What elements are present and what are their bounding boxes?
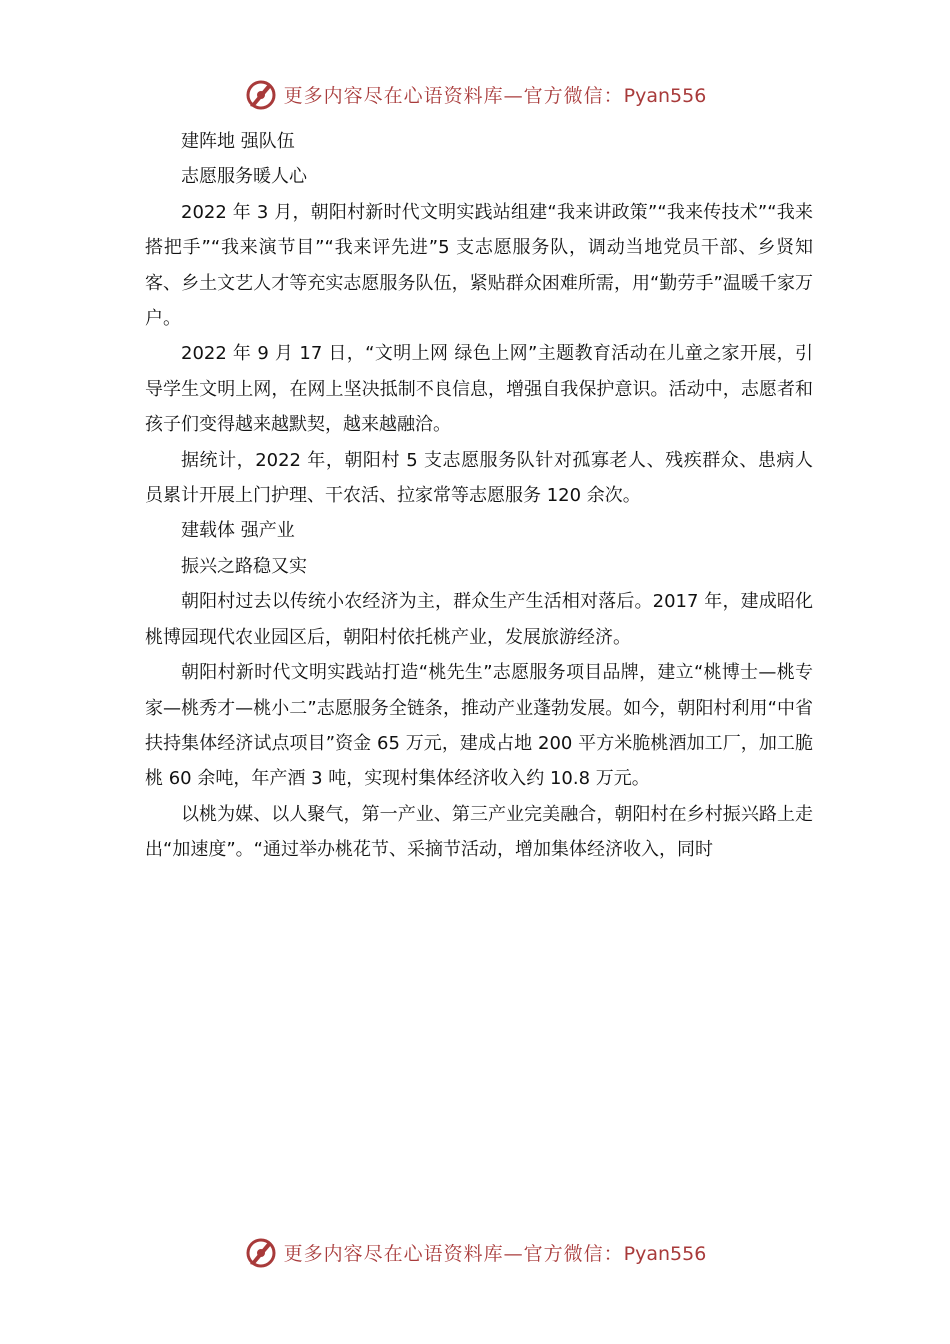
article-body xyxy=(145,124,813,868)
paragraph: 朝阳村过去以传统小农经济为主，群众生产生活相对落后。2017 年，建成昭化桃博园现代农业园区后，朝阳村依托桃产业，发展旅游经济。 xyxy=(145,591,813,648)
paragraph: 据统计，2022 年，朝阳村 5 支志愿服务队针对孤寡老人、残疾群众、患病人员累计开展上门护理、干农活、拉家常等志愿服务 120 余次。 xyxy=(145,449,813,507)
footer-banner-text xyxy=(284,1239,707,1266)
section-heading: 建载体 强产业 xyxy=(181,520,295,542)
quill-seal-logo-icon xyxy=(244,1235,278,1269)
section-subheading: 振兴之路稳又实 xyxy=(181,555,307,577)
paragraph: 以桃为媒、以人聚气，第一产业、第三产业完美融合，朝阳村在乡村振兴路上走出“加速度”。“通过举办桃花节、采摘节活动，增加集体经济收入，同时 xyxy=(145,803,813,861)
paragraph: 朝阳村新时代文明实践站打造“桃先生”志愿服务项目品牌，建立“桃博士—桃专家—桃秀才—桃小二”志愿服务全链条，推动产业蓬勃发展。如今，朝阳村利用“中省扶持集体经济试点项目”资金 65 万元，建成占地 200 平方米脆桃酒加工厂，加工脆桃 60 余吨，年产酒 3 吨，实现村集体经济收入约 10.8 万元。 xyxy=(145,662,813,790)
header-banner-text xyxy=(284,81,707,108)
quill-seal-logo-icon xyxy=(244,77,278,111)
wechat-id: Pyan556 xyxy=(623,84,707,107)
paragraph: 2022 年 3 月，朝阳村新时代文明实践站组建“我来讲政策”“我来传技术”“我来搭把手”“我来演节目”“我来评先进”5 支志愿服务队，调动当地党员干部、乡贤知客、乡土文艺人才等充实志愿服务队伍，紧贴群众困难所需，用“勤劳手”温暖千家万户。 xyxy=(145,201,813,330)
paragraph: 2022 年 9 月 17 日，“文明上网 绿色上网”主题教育活动在儿童之家开展，引导学生文明上网，在网上坚决抵制不良信息，增强自我保护意识。活动中，志愿者和孩子们变得越来越默契，越来越融洽。 xyxy=(145,343,813,436)
site-text: 更多内容尽在心语资料库—官方微信： xyxy=(283,1242,624,1265)
header-banner xyxy=(0,72,950,116)
section-subheading: 志愿服务暖人心 xyxy=(181,166,307,188)
site-text: 更多内容尽在心语资料库—官方微信： xyxy=(283,84,624,107)
wechat-id: Pyan556 xyxy=(623,1242,707,1265)
footer-banner xyxy=(0,1230,950,1274)
section-heading: 建阵地 强队伍 xyxy=(181,131,295,152)
